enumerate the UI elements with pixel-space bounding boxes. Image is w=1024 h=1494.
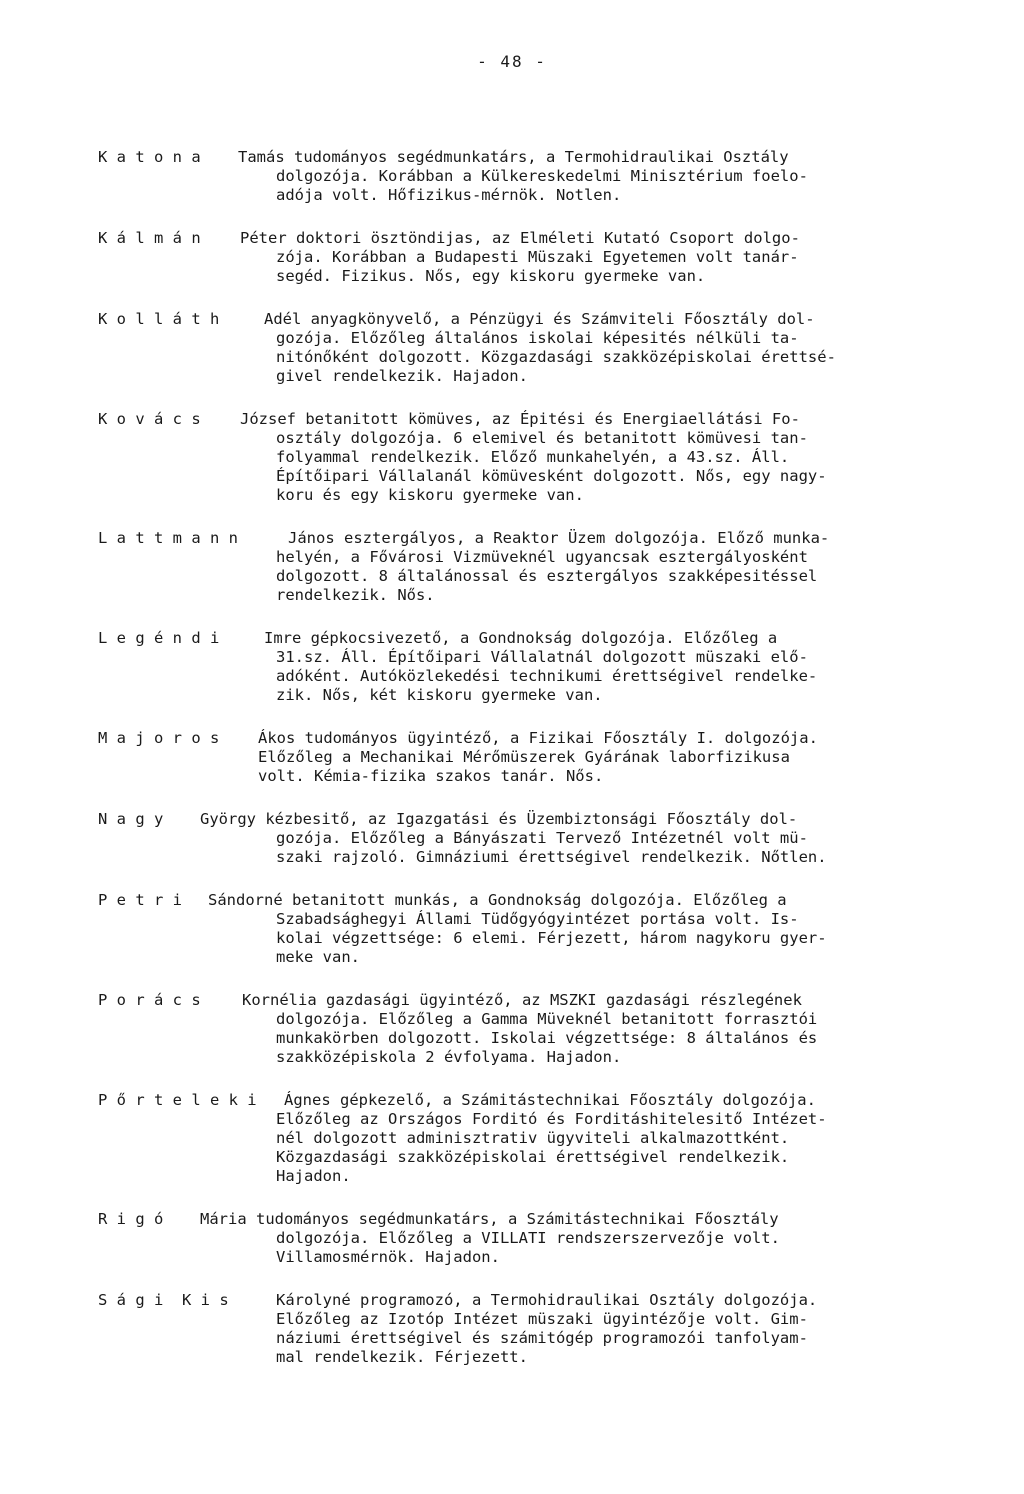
description-line: dolgozója. Korábban a Külkereskedelmi Minisztérium foelo- [276, 167, 808, 185]
staff-surname: K o l l á t h [98, 310, 220, 328]
description-line: Előzőleg az Országos Forditó és Forditáshitelesitő Intézet- [276, 1110, 827, 1128]
description-line: Hajadon. [276, 1167, 351, 1185]
description-line: Péter doktori ösztöndijas, az Elméleti Kutató Csoport dolgo- [240, 229, 800, 247]
description-line: Ágnes gépkezelő, a Számitástechnikai Főosztály dolgozója. [284, 1091, 816, 1109]
staff-entry [98, 810, 978, 867]
description-line: Villamosmérnök. Hajadon. [276, 1248, 500, 1266]
description-line: Ákos tudományos ügyintéző, a Fizikai Főosztály I. dolgozója. [258, 729, 818, 747]
staff-entry [98, 729, 978, 786]
staff-description [98, 1210, 978, 1267]
description-line: Imre gépkocsivezető, a Gondnokság dolgozója. Előzőleg a [264, 629, 778, 647]
staff-entry [98, 148, 978, 205]
description-line: adóként. Autóközlekedési technikumi érettségivel rendelke- [276, 667, 818, 685]
description-line: givel rendelkezik. Hajadon. [276, 367, 528, 385]
description-line: gozója. Előzőleg a Bányászati Tervező Intézetnél volt mü- [276, 829, 808, 847]
description-line: Adél anyagkönyvelő, a Pénzügyi és Számviteli Főosztály dol- [264, 310, 815, 328]
description-line: 31.sz. Áll. Építőipari Vállalatnál dolgozott müszaki elő- [276, 648, 808, 666]
staff-surname: P ő r t e l e k i [98, 1091, 257, 1109]
staff-description [98, 810, 978, 867]
description-line: Közgazdasági szakközépiskolai érettségivel rendelkezik. [276, 1148, 790, 1166]
staff-description [98, 629, 978, 705]
description-line: nitónőként dolgozott. Közgazdasági szakközépiskolai érettsé- [276, 348, 836, 366]
description-line: rendelkezik. Nős. [276, 586, 435, 604]
description-line: szaki rajzoló. Gimnáziumi érettségivel rendelkezik. Nőtlen. [276, 848, 827, 866]
staff-entry [98, 529, 978, 605]
description-line: zik. Nős, két kiskoru gyermeke van. [276, 686, 603, 704]
description-line: gozója. Előzőleg általános iskolai képesités nélküli ta- [276, 329, 799, 347]
description-line: koru és egy kiskoru gyermeke van. [276, 486, 584, 504]
description-line: segéd. Fizikus. Nős, egy kiskoru gyermeke van. [276, 267, 706, 285]
description-line: Előzőleg az Izotóp Intézet müszaki ügyintézője volt. Gim- [276, 1310, 808, 1328]
staff-surname: K o v á c s [98, 410, 201, 428]
staff-description [98, 229, 978, 286]
description-line: Szabadsághegyi Állami Tüdőgyógyintézet portása volt. Is- [276, 910, 799, 928]
description-line: volt. Kémia-fizika szakos tanár. Nős. [258, 767, 604, 785]
staff-list [98, 148, 978, 1391]
staff-entry [98, 991, 978, 1067]
description-line: kolai végzettsége: 6 elemi. Férjezett, három nagykoru gyer- [276, 929, 827, 947]
description-line: Mária tudományos segédmunkatárs, a Számitástechnikai Főosztály [200, 1210, 779, 1228]
description-line: Kornélia gazdasági ügyintéző, az MSZKI gazdasági részlegének [242, 991, 802, 1009]
staff-description [98, 310, 978, 386]
staff-surname: P o r á c s [98, 991, 201, 1009]
description-line: Sándorné betanitott munkás, a Gondnokság dolgozója. Előzőleg a [208, 891, 787, 909]
staff-entry [98, 310, 978, 386]
description-line: helyén, a Fővárosi Vizmüveknél ugyancsak esztergályosként [276, 548, 808, 566]
description-line: Károlyné programozó, a Termohidraulikai Osztály dolgozója. [276, 1291, 818, 1309]
page-number: - 48 - [477, 52, 547, 71]
description-line: dolgozója. Előzőleg a Gamma Müveknél betanitott forrasztói [276, 1010, 818, 1028]
staff-description [98, 410, 978, 505]
staff-description [98, 529, 978, 605]
staff-description [98, 729, 978, 786]
description-line: dolgozott. 8 általánossal és esztergályos szakképesitéssel [276, 567, 818, 585]
description-line: szakközépiskola 2 évfolyama. Hajadon. [276, 1048, 622, 1066]
description-line: Előzőleg a Mechanikai Mérőmüszerek Gyárának laborfizikusa [258, 748, 790, 766]
staff-surname: N a g y [98, 810, 164, 828]
staff-entry [98, 1091, 978, 1186]
description-line: mal rendelkezik. Férjezett. [276, 1348, 528, 1366]
staff-surname: P e t r i [98, 891, 182, 909]
staff-surname: L e g é n d i [98, 629, 220, 647]
description-line: náziumi érettségivel és számitógép programozói tanfolyam- [276, 1329, 808, 1347]
staff-surname: S á g i K i s [98, 1291, 229, 1309]
description-line: József betanitott kömüves, az Épitési és Energiaellátási Fo- [240, 410, 800, 428]
staff-description [98, 991, 978, 1067]
description-line: folyammal rendelkezik. Előző munkahelyén, a 43.sz. Áll. [276, 448, 790, 466]
staff-surname: L a t t m a n n [98, 529, 238, 547]
description-line: zója. Korábban a Budapesti Müszaki Egyetemen volt tanár- [276, 248, 799, 266]
staff-surname: R i g ó [98, 1210, 164, 1228]
staff-description [98, 148, 978, 205]
description-line: munkakörben dolgozott. Iskolai végzettsége: 8 általános és [276, 1029, 818, 1047]
staff-surname: K a t o n a [98, 148, 201, 166]
description-line: adója volt. Hőfizikus-mérnök. Notlen. [276, 186, 622, 204]
staff-entry [98, 1210, 978, 1267]
staff-surname: K á l m á n [98, 229, 201, 247]
description-line: György kézbesitő, az Igazgatási és Üzembiztonsági Főosztály dol- [200, 810, 798, 828]
staff-entry [98, 410, 978, 505]
staff-surname: M a j o r o s [98, 729, 220, 747]
description-line: meke van. [276, 948, 360, 966]
description-line: János esztergályos, a Reaktor Üzem dolgozója. Előző munka- [288, 529, 830, 547]
staff-entry [98, 891, 978, 967]
description-line: Tamás tudományos segédmunkatárs, a Termohidraulikai Osztály [238, 148, 789, 166]
description-line: dolgozója. Előzőleg a VILLATI rendszerszervezője volt. [276, 1229, 780, 1247]
staff-entry [98, 629, 978, 705]
description-line: osztály dolgozója. 6 elemivel és betanitott kömüvesi tan- [276, 429, 808, 447]
staff-description [98, 1291, 978, 1367]
staff-description [98, 1091, 978, 1186]
staff-entry [98, 1291, 978, 1367]
description-line: Építőipari Vállalanál kömüvesként dolgozott. Nős, egy nagy- [276, 467, 827, 485]
staff-description [98, 891, 978, 967]
description-line: nél dolgozott adminisztrativ ügyviteli alkalmazottként. [276, 1129, 790, 1147]
staff-entry [98, 229, 978, 286]
